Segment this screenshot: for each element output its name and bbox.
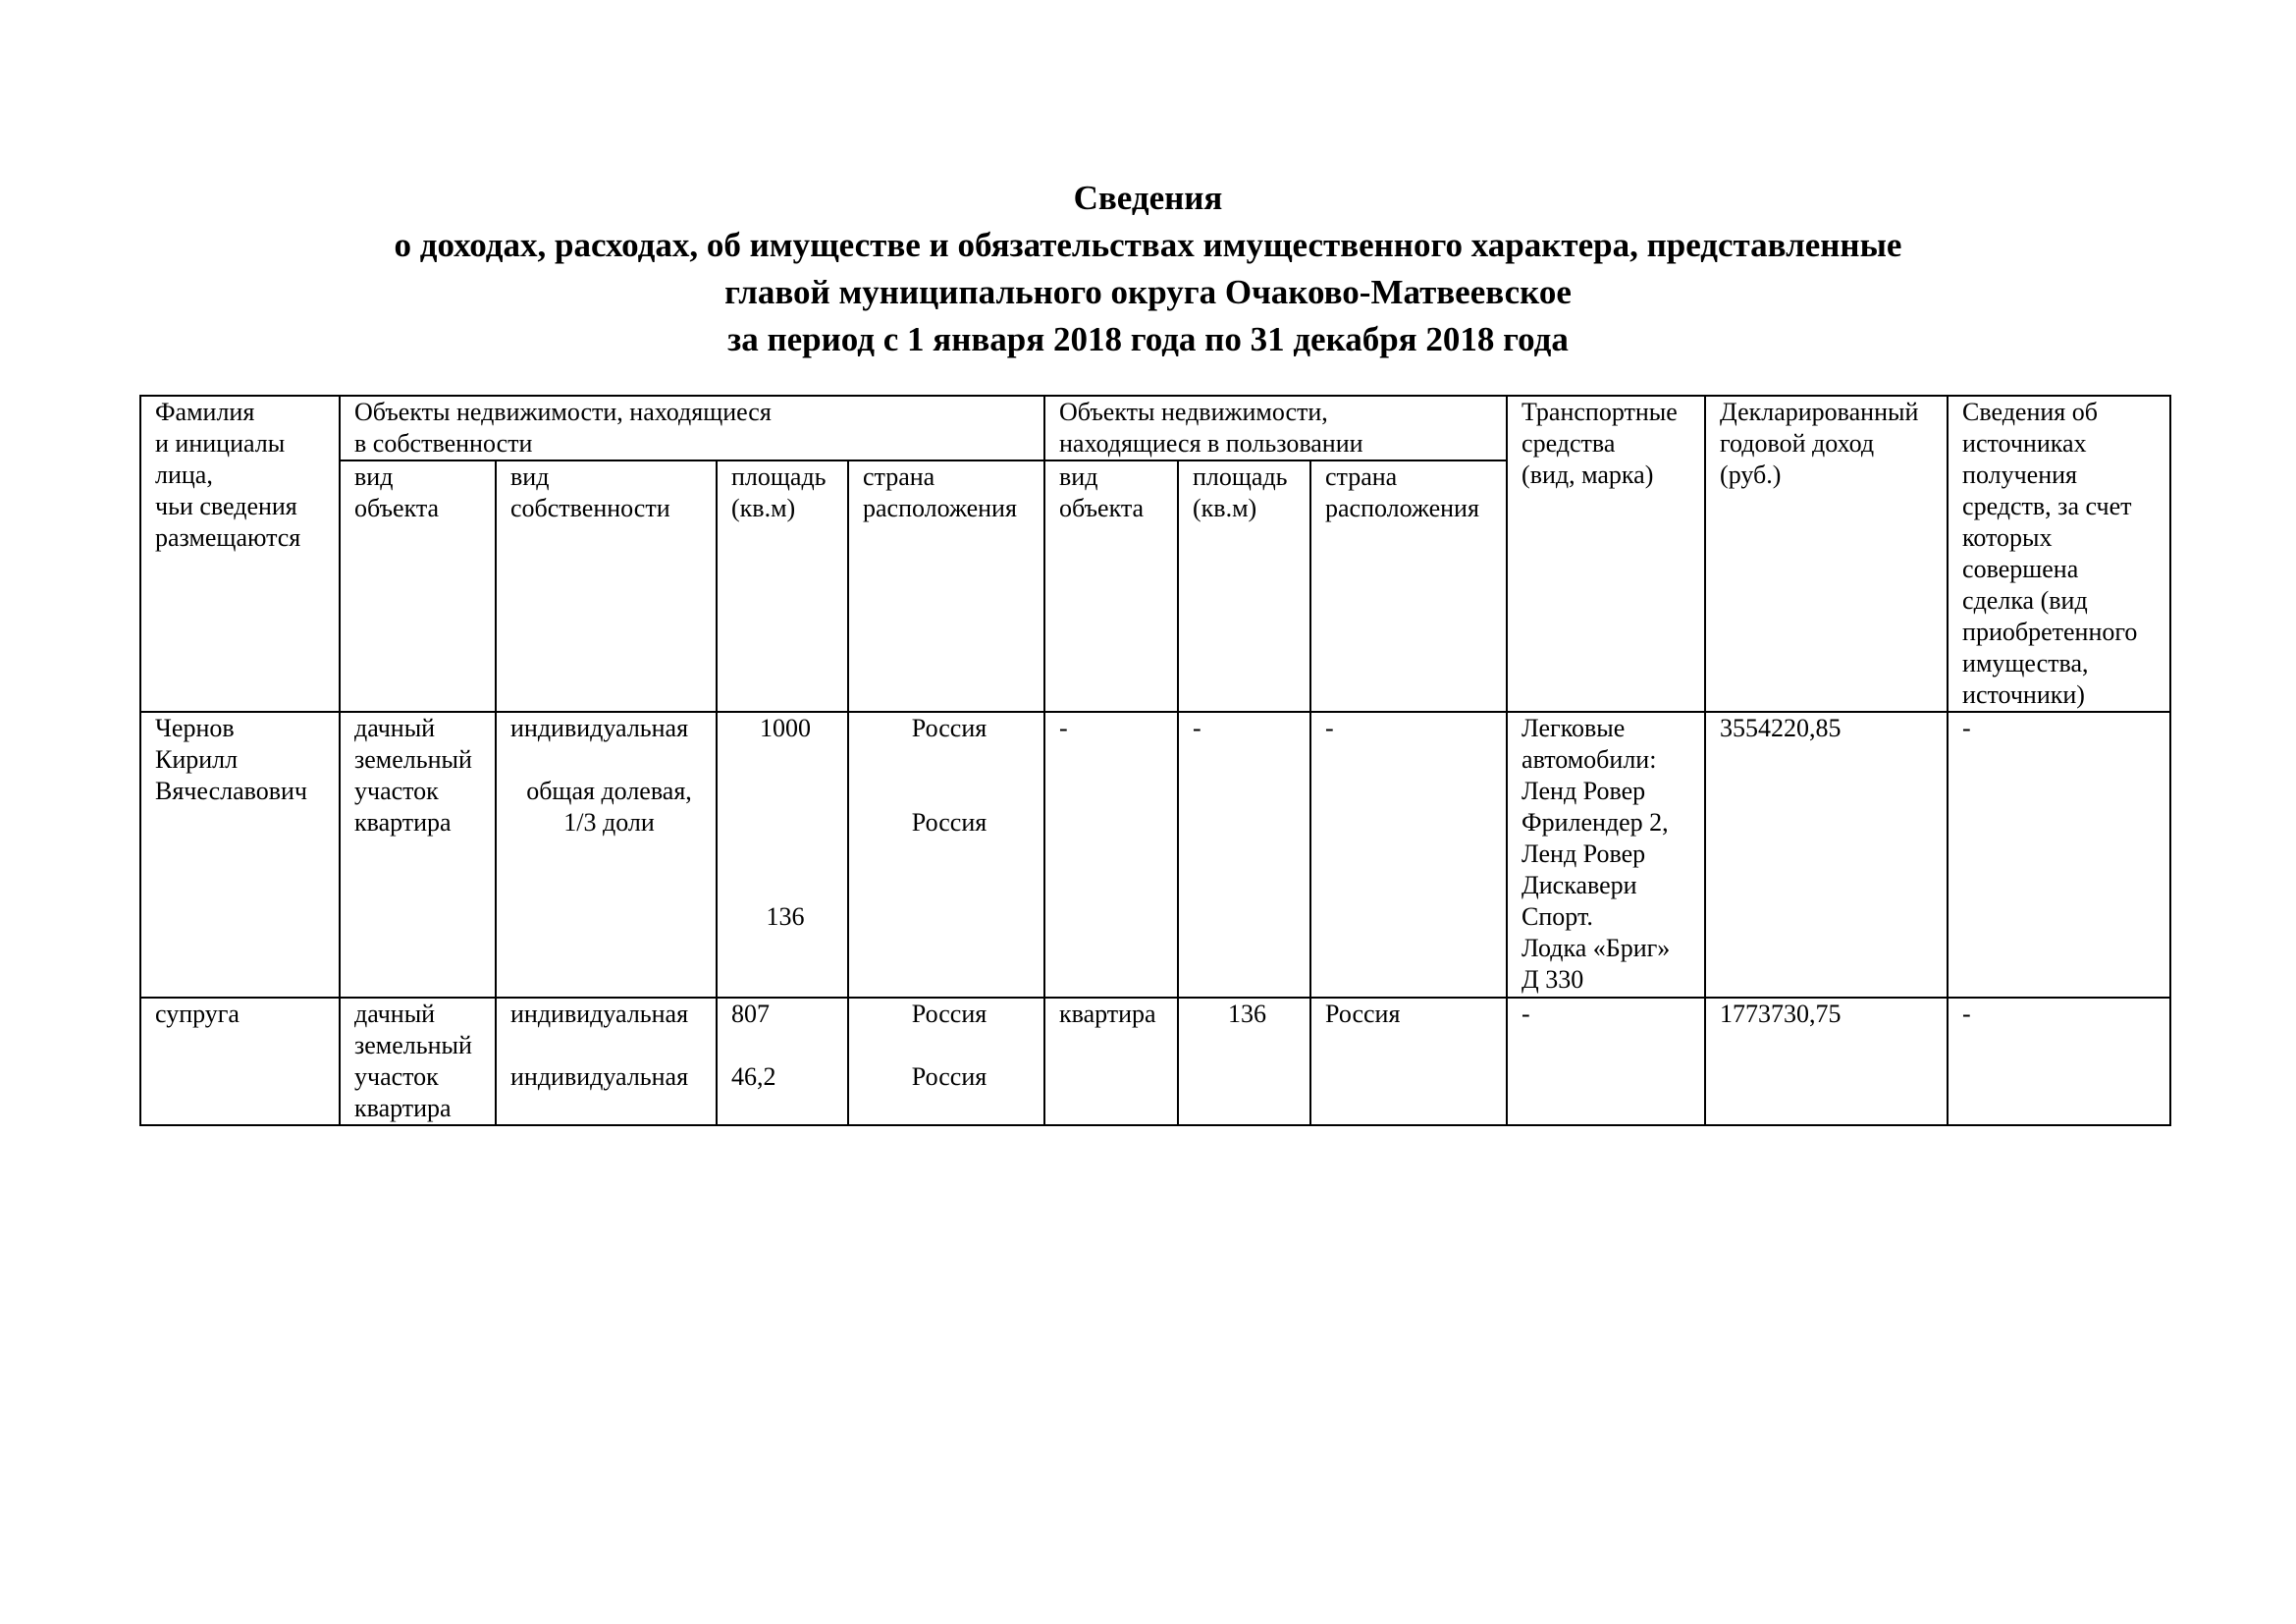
header-used-group: Объекты недвижимости, находящиеся в пользовании (1044, 396, 1507, 460)
area-1: 807 (731, 1000, 770, 1028)
row-used-country: Россия (1310, 998, 1507, 1125)
header-owned-type: вид объекта (340, 460, 496, 712)
row-used-area: - (1178, 712, 1310, 998)
row-person: Чернов Кирилл Вячеславович (140, 712, 340, 998)
table-row (140, 712, 2170, 998)
row-owned-type: дачный земельный участок квартира (340, 998, 496, 1125)
row-owned-ownership (496, 712, 717, 998)
row-sources: - (1948, 712, 2170, 998)
document-title (0, 175, 2296, 363)
area-2: 46,2 (731, 1062, 776, 1091)
row-income: 1773730,75 (1705, 998, 1948, 1125)
ownership-1: индивидуальная (510, 714, 689, 742)
row-used-type: - (1044, 712, 1178, 998)
header-owned-area: площадь (кв.м) (717, 460, 848, 712)
header-owned-group: Объекты недвижимости, находящиеся в собственности (340, 396, 1044, 460)
title-line-1: Сведения (1073, 179, 1223, 217)
country-2: Россия (911, 1062, 988, 1091)
row-used-country: - (1310, 712, 1507, 998)
row-vehicles: Легковые автомобили: Ленд Ровер Фрилендер 2, Ленд Ровер Дискавери Спорт. Лодка «Бриг» Д 330 (1507, 712, 1705, 998)
declaration-table (139, 395, 2171, 1126)
row-sources: - (1948, 998, 2170, 1125)
row-owned-area (717, 712, 848, 998)
row-owned-ownership (496, 998, 717, 1125)
header-sources: Сведения об источниках получения средств, за счет которых совершена сделка (вид приобретенного имущества, источники) (1948, 396, 2170, 712)
row-owned-type: дачный земельный участок квартира (340, 712, 496, 998)
row-owned-country (848, 998, 1044, 1125)
header-used-country: страна расположения (1310, 460, 1507, 712)
header-owned-ownership: вид собственности (496, 460, 717, 712)
row-person: супруга (140, 998, 340, 1125)
title-line-4: за период с 1 января 2018 года по 31 декабря 2018 года (727, 320, 1569, 358)
country-2: Россия (911, 808, 988, 837)
country-1: Россия (911, 1000, 988, 1028)
header-row-1 (140, 396, 2170, 460)
header-income: Декларированный годовой доход (руб.) (1705, 396, 1948, 712)
row-owned-area (717, 998, 848, 1125)
ownership-2: индивидуальная (510, 1062, 689, 1091)
table-row (140, 998, 2170, 1125)
country-1: Россия (911, 714, 988, 742)
ownership-1: индивидуальная (510, 1000, 689, 1028)
header-person: Фамилия и инициалы лица, чьи сведения размещаются (140, 396, 340, 712)
row-owned-country (848, 712, 1044, 998)
area-1: 1000 (760, 714, 811, 742)
ownership-2: общая долевая, 1/3 доли (526, 777, 692, 837)
row-used-area: 136 (1178, 998, 1310, 1125)
row-income: 3554220,85 (1705, 712, 1948, 998)
title-line-3: главой муниципального округа Очаково-Матвеевское (724, 273, 1572, 311)
row-vehicles: - (1507, 998, 1705, 1125)
header-used-type: вид объекта (1044, 460, 1178, 712)
header-used-area: площадь (кв.м) (1178, 460, 1310, 712)
header-vehicles: Транспортные средства (вид, марка) (1507, 396, 1705, 712)
title-line-2: о доходах, расходах, об имуществе и обязательствах имущественного характера, представленные (394, 226, 1902, 264)
header-owned-country: страна расположения (848, 460, 1044, 712)
area-2: 136 (766, 902, 805, 931)
row-used-type: квартира (1044, 998, 1178, 1125)
